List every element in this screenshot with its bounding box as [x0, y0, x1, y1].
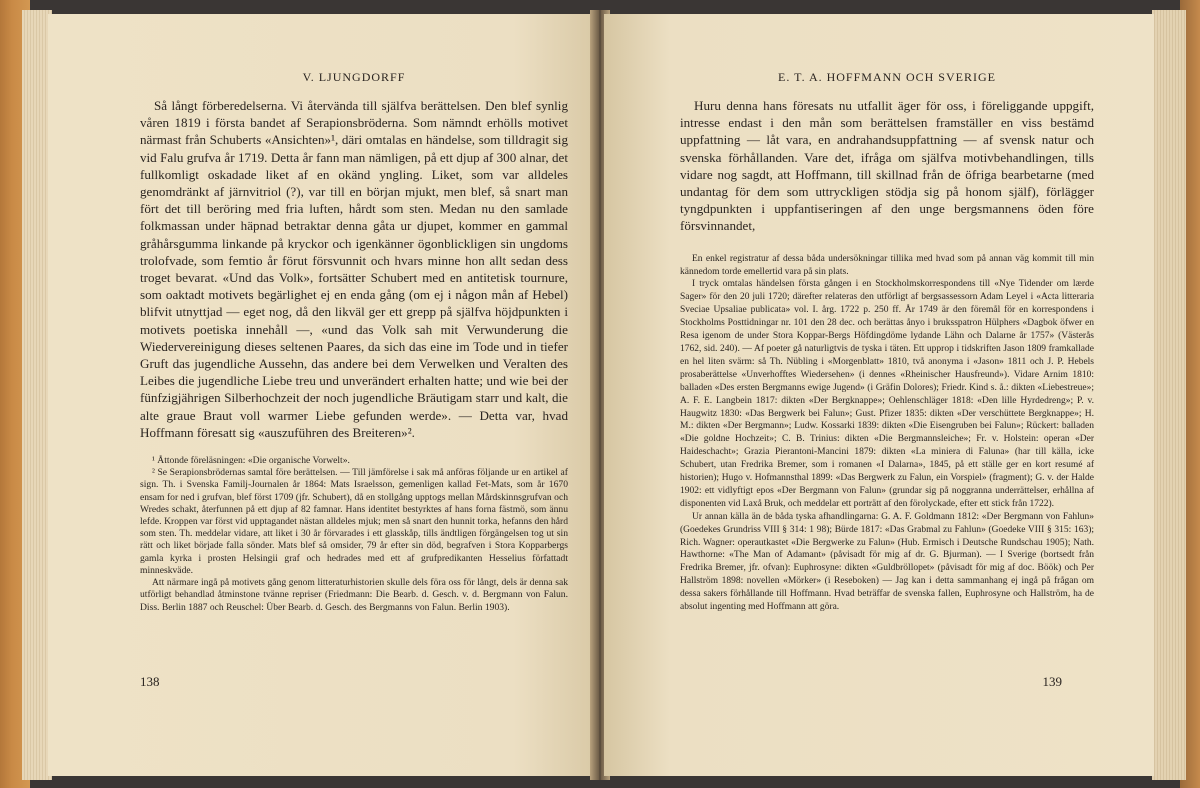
- right-page-notes: [680, 253, 1094, 614]
- footnote-2: ² Se Serapionsbrödernas samtal före berättelsen. — Till jämförelse i sak må anföras följande ur en artikel af sign. Th. i Svenska Familj-Journalen år 1864: Mats Israelsson, gemenligen kallad Fet-Mats, som år 1670 ensam for ned i grufvan, blef först 1709 (jfr. Schubert), då en stollgång upptogs mellan Mårdskinnsgrufvan och Wredes schakt, återfunnen på ett djup af 82 famnar. Hans identitet bestyrktes af hans forna fästmö, som ännu lefde. Kroppen var först vid upptagandet nästan alldeles mjuk; men så snart den hunnit torka, hefanns den hård som sten. Th. meddelar vidare, att liket i 30 år förvarades i ett glasskåp, tills ändtligen förgängelsen tog ut sin rätt och liket började falla sönder. Mats blef så omsider, 79 år efter sin död, begrafven i Stora Kopparbergs gamla kyrka i prosten Helsingii graf och hedrades med ett af grufpredikanten Hesselius författadt minneskväde.: [140, 467, 568, 576]
- running-head-right: E. T. A. HOFFMANN OCH SVERIGE: [778, 70, 996, 84]
- left-page: [48, 14, 596, 776]
- running-head-left: V. LJUNGDORFF: [302, 70, 406, 84]
- paragraph: Huru denna hans föresats nu utfallit äger för oss, i föreliggande uppgift, intresse endast i den mån som berättelsen framställer en viss bestämd uppfattning — låt vara, en andrahandsuppfattning — af svensk natur och svenska förhållanden. Vare det, ifråga om själfva motivbehandlingen, tills vidare nog sagdt, att Hoffmann, till skillnad från de öfriga bearbetarne (med undantag för dem som uttryckligen stödja sig på honom själf), förlägger tyngdpunkten i uppfantiseringen af den unge bergsmannens öden före försvinnandet,: [680, 98, 1094, 234]
- page-edges-right: [1152, 10, 1186, 780]
- right-page: [604, 14, 1154, 776]
- paragraph: Så långt förberedelserna. Vi återvända till själfva berättelsen. Den blef synlig våren 1819 i första bandet af Serapionsbröderna. Som nämndt erhölls motivet närmast från Schuberts «Ansichten»¹, däri omtalas en händelse, som tilldragit sig vid Falu grufva år 1719. Detta år fann man nämligen, på ett djup af 300 alnar, det fullkomligt oskadade liket af en okänd yngling. Liket, som var alldeles genomdränkt af järnvitriol (?), var till en början mjukt, men blef, så snart man fört det till beröring med fria luften, hårdt som sten. Medan nu den samlade folkmassan under häpnad betraktar denna gåta ur djupet, kommer en gammal gråhårsgumma linkande på kryckor och igenkänner ögonblickligen sin ungdoms trolofvade, som femtio år förut försvunnit och hvars minne hon allt sedan dess troget bevarat. «Und das Volk», fortsätter Schubert med en antitetisk tournure, som oaktadt motivets begärlighet ej en enda gång (om ej i någon mån af Hebel) blifvit utnyttjad — eget nog, då den likväl ger ett grepp på själfva höjdpunkten i motivets poetiska innehåll —, «und das Volk sah mit Verwunderung die Wiedervereinigung dieses seltenen Paares, da sich das eine im Tode und in tiefer Gruft das jugendliche Aussehn, das andere bei dem Verwelken und Veralten des Leibes die jugendliche Liebe treu und unverändert erhalten hatte; und wie bei der fünfzigjährigen Silberhochzeit der noch jugendliche Bräutigam starr und kalt, die alte graue Braut voll warmer Liebe gefunden werde». — Detta var, hvad Hoffmann föresatt sig «auszuführen des Breiteren»².: [140, 98, 568, 440]
- footnote-1: ¹ Åttonde föreläsningen: «Die organische Vorwelt».: [152, 455, 350, 467]
- left-page-body: [140, 97, 568, 441]
- right-page-body: [680, 97, 1094, 235]
- note-paragraph-3: Ur annan källa än de båda tyska afhandlingarna: G. A. F. Goldmann 1812: «Der Bergmann von Fahlun» (Goedekes Grundriss VIII § 314: 1 98); Bürde 1817: «Das Grabmal zu Fahlun» (Goedeke VIII § 315: 163); Rich. Wagner: operautkastet «Die Bergwerke zu Falun» (Hub. Ermisch i Deutsche Rundschau 1905); Nath. Hawthorne: «The Man of Adamant» (påvisadt för mig af dr. G. Bjurman). — I Sverige (bortsedt från Fredrika Bremer, jfr. ofvan): Euphrosyne: dikten «Guldbröllopet» (påvisadt för mig af doc. Böök) och Per Hallström 1898: novellen «Mörker» (i Reseboken) — Jag kan i detta sammanhang ej ingå på frågan om dessa sakers förhållande till Hoffmann. Hvad beträffar de svenska fallen, Euphrosyne och Hallström, ha de absolut ingenting med Hoffmann att göra.: [680, 511, 1094, 613]
- footnote-2-continued: Att närmare ingå på motivets gång genom litteraturhistorien skulle dels föra oss för långt, dels är denna sak utförligt behandlad åtminstone tvänne repriser (Friedmann: Die Bearb. d. Gesch. v. d. Bergmann von Falun. Diss. Berlin 1887 och Reuschel: Über Bearb. d. Gesch. des Bergmanns von Falun. Berlin 1903).: [140, 577, 568, 613]
- page-number-left: 138: [140, 674, 160, 689]
- note-paragraph-2: I tryck omtalas händelsen första gången i en Stockholmskorrespondens till «Nye Tidender om lærde Sager» för den 20 juli 1720; därefter relateras den utförligt af bergsassessorn Adam Leyel i «Acta litteraria Sveciae Upsaliae publicata» vol. I. årg. 1722 p. 250 ff. År 1749 är den föremål för en korrespondens i Stockholms Posttidningar nr. 101 den 28 dec. och berättas ånyo i bruksspatron Hülphers «Dagbok öfwer en Resa igenom de under Stora Koppar-Bergs Höfdingdöme lydande Lähn och Dalarne år 1757» (Västerås 1762, sid. 240). — Af poeter gå naturligtvis de tyska i täten. Ett upprop i tidskriften Jason 1809 framkallade en hel liten svärm: så Th. Nübling i «Morgenblatt» 1810, två anonyma i «Jason» 1811 och J. P. Hebels prosaberättelse «Unverhofftes Wiedersehen» (i dennes «Rheinischer Hausfreund»). Vidare Arnim 1810: balladen «Des ersten Bergmanns ewige Jugend» (i Gräfin Dolores); Friedr. Kind s. å.: dikten «Liebestreue»; A. F. E. Langbein 1817: dikten «Der Bergknappe»; Oehlenschläger 1818: «Den lille Hyrdedreng»; P. v. Haugwitz 1830: «Das Bergwerk bei Falun»; Gust. Pfizer 1835: dikten «Der verschüttete Bergknappe»; H. M.: dikten «Der Bergmann»; Ludw. Kossarki 1839: dikten «Die Eisengruben bei Falun»; Rückert: balladen «Die goldne Hochzeit»; C. B. Trinius: dikten «Die Bergmannsleiche»; Fr. v. Holstein: operan «Der Haideschacht»; Grazia Pierantoni-Mancini 1879: dikten «La miniera di Faluna» (har till källa, icke Schubert, utan Fredrika Bremer, som i romanen «I Dalarna», 1845, på ett ställe ger en kort resumé af historien); Hugo v. Hofmannsthal 1899: «Das Bergwerk zu Falun, ein Vorspiel» (fragment); G. v. der Halde 1902: ett vidlyftigt epos «Der Bergmann von Falun» (grundar sig på noggranna underrättelser, erhållna af disponenten vid Laxå Bruk, och meddelar ett porträtt af den förolyckade, efter ett stick från 1722).: [680, 279, 1094, 509]
- left-page-footnotes: [140, 455, 568, 614]
- note-paragraph-1: En enkel registratur af dessa båda undersökningar tillika med hvad som på annan väg kommit till min kännedom torde emellertid vara på sin plats.: [680, 253, 1094, 277]
- page-number-right: 139: [1042, 674, 1062, 689]
